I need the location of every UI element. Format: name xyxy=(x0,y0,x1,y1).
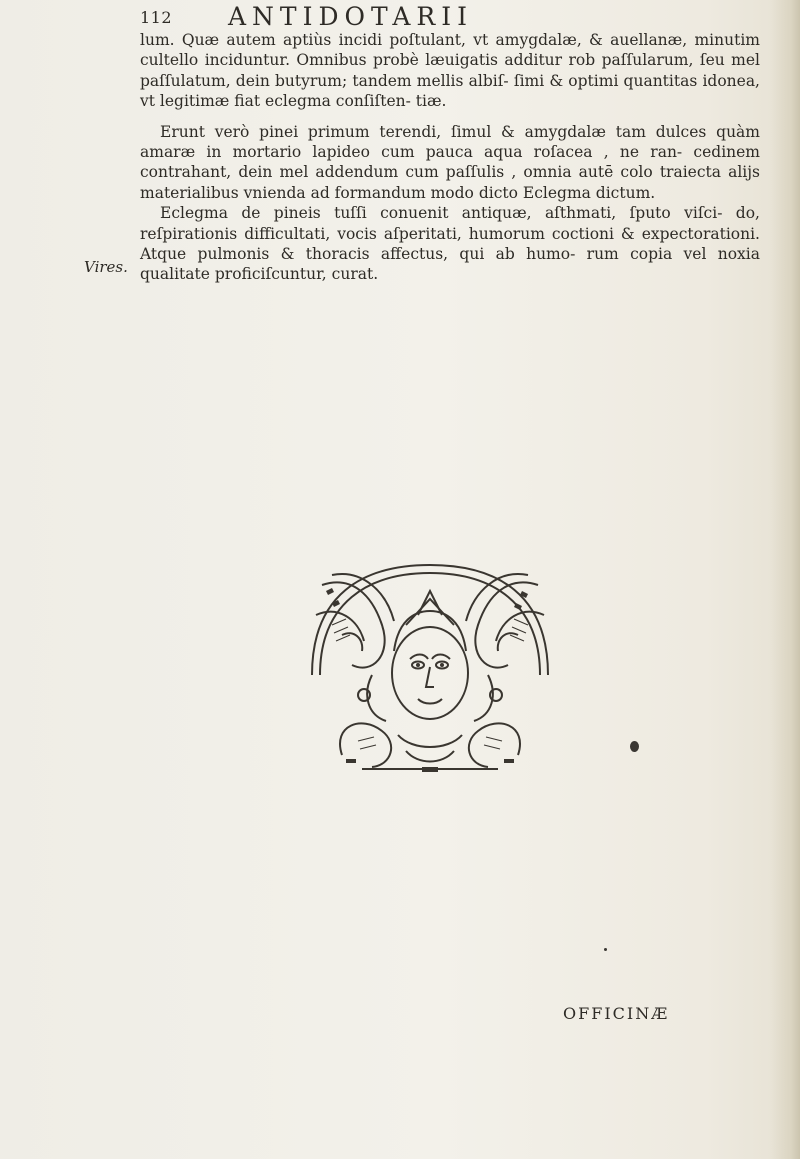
text-line: quàm amaræ in mortario lapideo cum pauca aqua roſacea , ne ran- xyxy=(140,122,760,162)
text-line: rum copia vel noxia qualitate proficiſcuntur, curat. xyxy=(140,245,760,284)
woodcut-mask-ornament-icon xyxy=(302,555,558,785)
text-line: cedinem contrahant, dein mel addendum cum paſſulis , omnia autē xyxy=(140,143,761,182)
text-line: ſimi & optimi quantitas idonea, vt legitimæ fiat eclegma conſiſten- xyxy=(140,71,760,111)
text-line: tiæ. xyxy=(415,92,447,111)
text-line: minutim cultello inciduntur. Omnibus probè læuigatis additur rob xyxy=(140,31,760,70)
ink-speck xyxy=(604,948,607,951)
page-number: 112 xyxy=(140,8,173,27)
text-line: expectorationi. Atque pulmonis & thoracis affectus, qui ab humo- xyxy=(140,224,760,264)
catchword: OFFICINÆ xyxy=(563,1004,670,1023)
margin-note: Vires. xyxy=(84,258,128,276)
body-text xyxy=(140,30,760,285)
text-line: Eclegma de pineis tuſſi conuenit antiquæ, aſthmati, ſputo viſci- xyxy=(160,204,723,223)
paragraph-2 xyxy=(140,122,760,204)
text-line: do, reſpirationis difficultati, vocis aſperitati, humorum coctioni & xyxy=(140,204,760,243)
running-head: ANTIDOTARII xyxy=(228,2,473,31)
text-line: Eclegma dictum. xyxy=(522,183,656,202)
text-line: paſſularum, ſeu mel paſſulatum, dein butyrum; tandem mellis albiſ- xyxy=(140,51,760,90)
paragraph-1 xyxy=(140,30,760,112)
paragraph-3 xyxy=(140,203,760,285)
page-edge-shadow xyxy=(770,0,800,1159)
text-line: lum. Quæ autem aptiùs incidi poſtulant, vt amygdalæ, & auellanæ, xyxy=(140,31,688,49)
ink-blot xyxy=(630,741,639,752)
text-line: colo traiecta alijs materialibus vnienda ad formandum modo dicto xyxy=(140,163,760,202)
text-line: Erunt verò pinei primum terendi, ſimul & amygdalæ tam dulces xyxy=(160,122,707,141)
